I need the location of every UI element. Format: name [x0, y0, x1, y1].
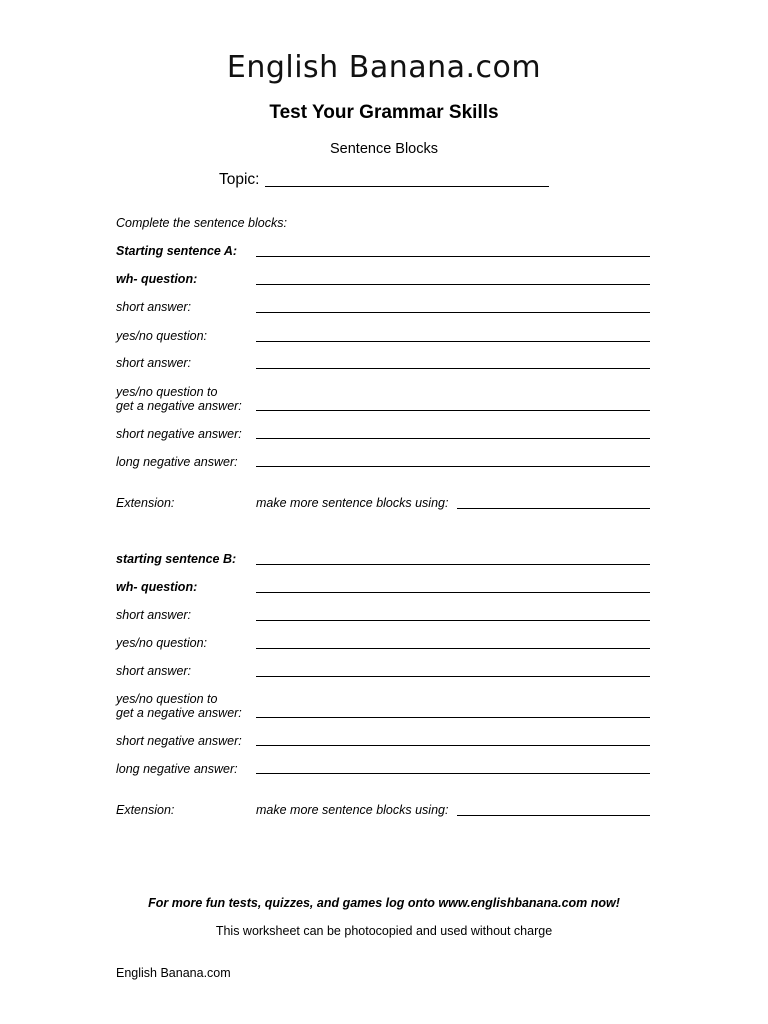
yes-no-negative-a-label-line2: get a negative answer:	[116, 399, 242, 413]
yes-no-question-b-field[interactable]	[256, 648, 650, 649]
instructions: Complete the sentence blocks:	[116, 216, 287, 230]
short-answer-b1-field[interactable]	[256, 620, 650, 621]
yes-no-question-a-field[interactable]	[256, 341, 650, 342]
extension-b-field[interactable]	[457, 815, 650, 816]
topic-label: Topic:	[219, 171, 260, 188]
wh-question-b-field[interactable]	[256, 592, 650, 593]
photocopy-note: This worksheet can be photocopied and used without charge	[215, 924, 553, 938]
long-negative-a-label: long negative answer:	[116, 455, 238, 469]
yes-no-negative-b-label-line1: yes/no question to	[116, 692, 218, 706]
short-answer-a2-field[interactable]	[256, 368, 650, 369]
wh-question-b-label: wh- question:	[116, 580, 198, 594]
short-negative-b-label: short negative answer:	[116, 734, 242, 748]
short-answer-a2-label: short answer:	[116, 356, 192, 370]
page-subtitle: Sentence Blocks	[329, 141, 438, 157]
short-answer-b1-label: short answer:	[116, 608, 192, 622]
footer-site: English Banana.com	[116, 966, 231, 980]
short-negative-a-label: short negative answer:	[116, 427, 242, 441]
extension-a-label: Extension:	[116, 496, 175, 510]
short-answer-a1-field[interactable]	[256, 312, 650, 313]
promo-text: For more fun tests, quizzes, and games log onto www.englishbanana.com now!	[148, 896, 620, 910]
yes-no-negative-b-field[interactable]	[256, 717, 650, 718]
wh-question-a-label: wh- question:	[116, 272, 198, 286]
yes-no-question-b-label: yes/no question:	[116, 636, 208, 650]
starting-sentence-b-field[interactable]	[256, 564, 650, 565]
long-negative-b-label: long negative answer:	[116, 762, 238, 776]
starting-sentence-b-label: starting sentence B:	[116, 552, 237, 566]
extension-a-text: make more sentence blocks using:	[256, 496, 449, 510]
yes-no-negative-a-field[interactable]	[256, 410, 650, 411]
page-title: Test Your Grammar Skills	[269, 102, 499, 123]
long-negative-b-field[interactable]	[256, 773, 650, 774]
short-answer-a1-label: short answer:	[116, 300, 192, 314]
yes-no-question-a-label: yes/no question:	[116, 329, 208, 343]
wh-question-a-field[interactable]	[256, 284, 650, 285]
topic-field[interactable]	[265, 186, 549, 187]
short-negative-b-field[interactable]	[256, 745, 650, 746]
long-negative-a-field[interactable]	[256, 466, 650, 467]
extension-b-text: make more sentence blocks using:	[256, 803, 449, 817]
starting-sentence-a-label: Starting sentence A:	[116, 244, 238, 258]
yes-no-negative-a-label-line1: yes/no question to	[116, 385, 218, 399]
extension-b-label: Extension:	[116, 803, 175, 817]
short-answer-b2-label: short answer:	[116, 664, 192, 678]
yes-no-negative-b-label-line2: get a negative answer:	[116, 706, 242, 720]
extension-a-field[interactable]	[457, 508, 650, 509]
short-answer-b2-field[interactable]	[256, 676, 650, 677]
starting-sentence-a-field[interactable]	[256, 256, 650, 257]
short-negative-a-field[interactable]	[256, 438, 650, 439]
logo: English Banana.com	[226, 50, 542, 85]
